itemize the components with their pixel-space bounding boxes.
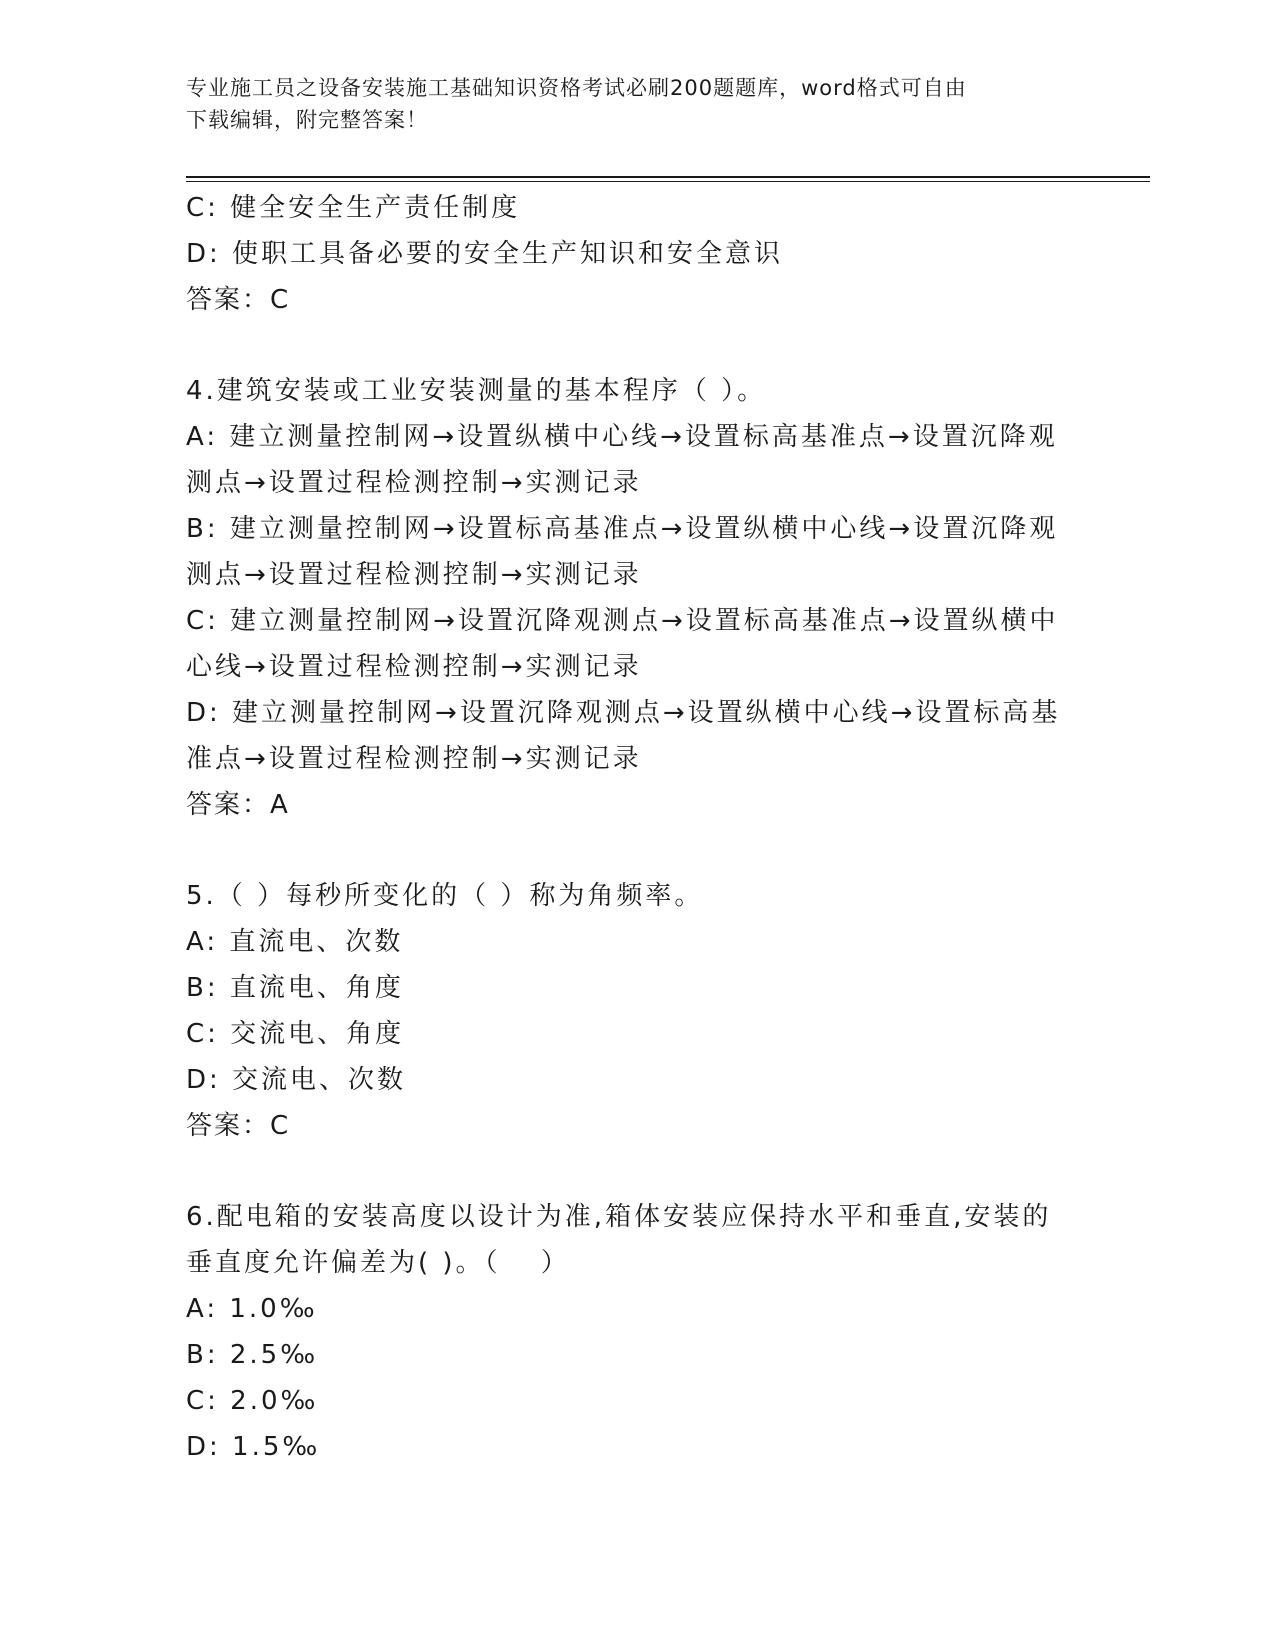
spacer xyxy=(186,1149,1076,1194)
header-divider-thick xyxy=(186,176,1150,178)
q6-option-d: D: 1.5‰ xyxy=(186,1432,321,1462)
header-divider-thin xyxy=(186,181,1150,182)
q5-option-d: D: 交流电、次数 xyxy=(186,1065,407,1095)
q6-question-line-1: 6.配电箱的安装高度以设计为准,箱体安装应保持水平和垂直,安装的 xyxy=(186,1202,1052,1232)
q6-option-c: C: 2.0‰ xyxy=(186,1386,319,1416)
q3-answer: 答案：C xyxy=(186,285,291,315)
q5-option-c: C: 交流电、角度 xyxy=(186,1019,405,1049)
q6-question-line-2: 垂直度允许偏差为( )。（ ） xyxy=(186,1248,570,1278)
spacer xyxy=(186,323,1076,368)
q5-option-a: A: 直流电、次数 xyxy=(186,927,404,957)
q4-answer: 答案：A xyxy=(186,790,290,820)
document-header xyxy=(186,72,1066,136)
header-title-line-2: 下载编辑，附完整答案！ xyxy=(186,108,428,132)
q4-option-d-line-2: 准点→设置过程检测控制→实测记录 xyxy=(186,744,642,774)
spacer xyxy=(186,828,1076,873)
q4-option-d-line-1: D: 建立测量控制网→设置沉降观测点→设置纵横中心线→设置标高基 xyxy=(186,698,1061,728)
q6-option-a: A: 1.0‰ xyxy=(186,1294,318,1324)
q4-option-b-line-2: 测点→设置过程检测控制→实测记录 xyxy=(186,560,642,590)
q4-option-c-line-1: C: 建立测量控制网→设置沉降观测点→设置标高基准点→设置纵横中 xyxy=(186,606,1059,636)
q5-question: 5.（ ）每秒所变化的（ ）称为角频率。 xyxy=(186,881,704,911)
q4-option-a-line-2: 测点→设置过程检测控制→实测记录 xyxy=(186,468,642,498)
q6-option-b: B: 2.5‰ xyxy=(186,1340,319,1370)
q4-option-b-line-1: B: 建立测量控制网→设置标高基准点→设置纵横中心线→设置沉降观 xyxy=(186,514,1059,544)
q5-option-b: B: 直流电、角度 xyxy=(186,973,404,1003)
header-title-line-1: 专业施工员之设备安装施工基础知识资格考试必刷200题题库，word格式可自由 xyxy=(186,76,967,100)
q4-option-a-line-1: A: 建立测量控制网→设置纵横中心线→设置标高基准点→设置沉降观 xyxy=(186,422,1058,452)
q5-answer: 答案：C xyxy=(186,1111,291,1141)
q4-question: 4.建筑安装或工业安装测量的基本程序（ ）。 xyxy=(186,376,767,406)
question-list xyxy=(186,185,1076,1470)
q4-option-c-line-2: 心线→设置过程检测控制→实测记录 xyxy=(186,652,642,682)
q3-option-d: D: 使职工具备必要的安全生产知识和安全意识 xyxy=(186,239,784,269)
q3-option-c: C: 健全安全生产责任制度 xyxy=(186,193,521,223)
